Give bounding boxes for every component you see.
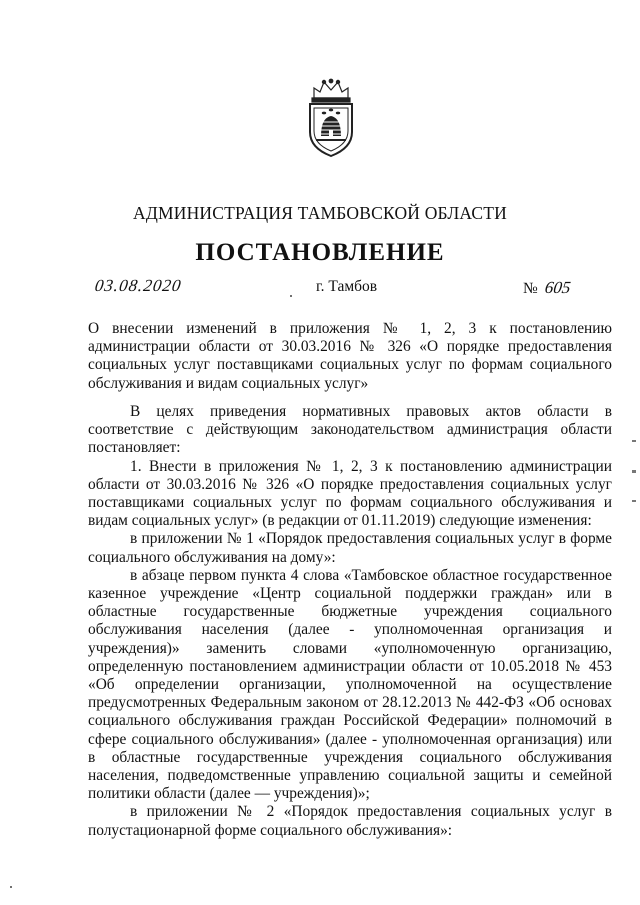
document-type-title: ПОСТАНОВЛЕНИЕ — [195, 239, 445, 266]
organization-title: АДМИНИСТРАЦИЯ ТАМБОВСКОЙ ОБЛАСТИ — [133, 203, 507, 223]
scan-mark — [632, 500, 636, 502]
body-paragraph: В целях приведения нормативных правовых актов области в соответствие с действующим законодательством администрация области постановляет: — [88, 403, 612, 457]
document-date: 03.08.2020 — [93, 276, 183, 295]
scan-dot — [10, 886, 12, 888]
body-paragraph: в приложении № 2 «Порядок предоставления социальных услуг в полустационарной форме социального обслуживания»: — [88, 803, 612, 839]
scan-mark — [632, 470, 636, 473]
document-body — [88, 403, 612, 840]
scan-mark — [632, 440, 636, 442]
document-number-value: 605 — [543, 278, 572, 297]
body-paragraph: в абзаце первом пункта 4 слова «Тамбовское областное государственное казенное учреждение «Центр социальной поддержки граждан» или в областные государственные бюджетные учреждения социального обслуживания населения (далее - уполномоченная организация и учреждения)» заменить словами «уполномоченную организацию, определенную постановлением администрации области от 10.05.2018 № 453 «Об определении организации, уполномоченной на осуществление предусмотренных Федеральным законом от 28.12.2013 № 442-ФЗ «Об основах социального обслуживания граждан Российской Федерации» полномочий в сфере социального обслуживания» (далее - уполномоченная организация) или в областные государственные учреждения социального обслуживания населения, подведомственные управлению социальной защиты и семейной политики области (далее — учреждения)»; — [88, 566, 612, 803]
document-city: г. Тамбов — [316, 278, 378, 295]
body-paragraph: в приложении № 1 «Порядок предоставления социальных услуг в форме социального обслуживания на дому»: — [88, 530, 612, 566]
tambov-coat-of-arms-icon — [300, 78, 362, 158]
document-number — [523, 278, 570, 298]
document-number-label: № — [523, 280, 538, 297]
scan-dot — [290, 295, 292, 297]
body-paragraph: 1. Внести в приложения № 1, 2, 3 к постановлению администрации области от 30.03.2016 № 326 «О порядке предоставления социальных услуг поставщиками социальных услуг по формам социального обслуживания и видам социальных услуг» (в редакции от 01.11.2019) следующие изменения: — [88, 457, 612, 530]
document-subject: О внесении изменений в приложения № 1, 2, 3 к постановлению администрации области от 30.03.2016 № 326 «О порядке предоставления социальных услуг поставщиками социальных услуг по формам социального обслуживания и видам социальных услуг» — [88, 320, 612, 392]
